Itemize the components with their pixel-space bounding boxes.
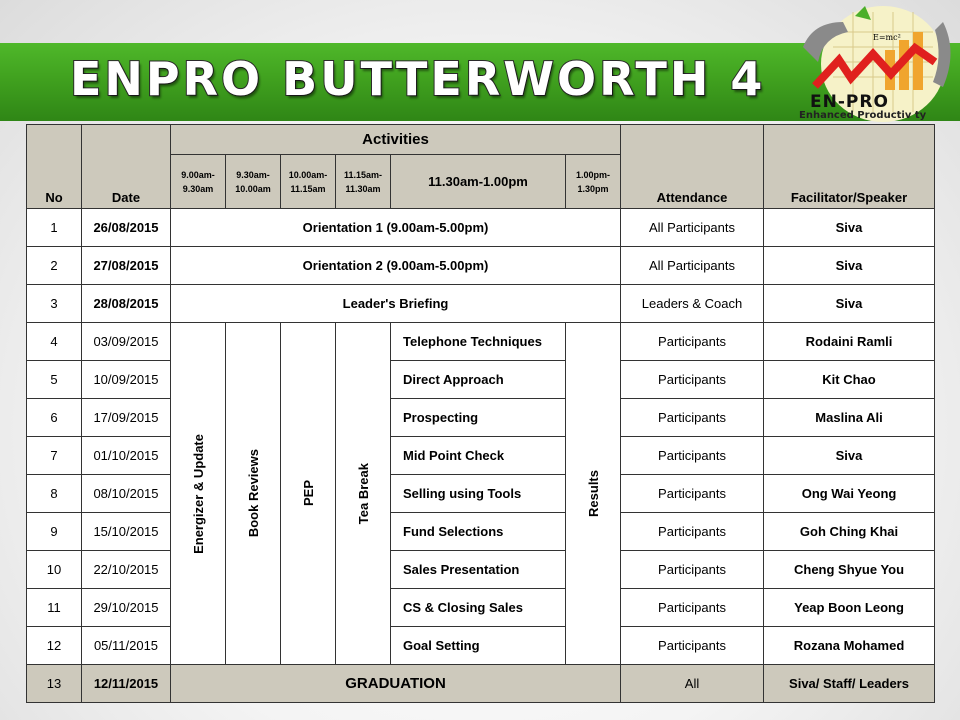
row-activity: Direct Approach — [391, 361, 566, 399]
row-facilitator: Siva — [764, 209, 935, 247]
row-no: 11 — [27, 589, 82, 627]
row-date: 08/10/2015 — [82, 475, 171, 513]
table-row — [27, 437, 935, 475]
time-slot-5: 11.30am-1.00pm — [391, 155, 566, 209]
row-facilitator: Yeap Boon Leong — [764, 589, 935, 627]
row-no: 7 — [27, 437, 82, 475]
row-no: 10 — [27, 551, 82, 589]
row-no: 12 — [27, 627, 82, 665]
row-activity: GRADUATION — [171, 665, 621, 703]
row-attendance: All Participants — [621, 209, 764, 247]
row-facilitator: Siva — [764, 285, 935, 323]
header-facilitator: Facilitator/Speaker — [764, 125, 935, 209]
row-activity: Sales Presentation — [391, 551, 566, 589]
header-no: No — [27, 125, 82, 209]
logo-formula: E=mc² — [873, 33, 901, 42]
table-row — [27, 247, 935, 285]
header-date: Date — [82, 125, 171, 209]
schedule-table — [26, 124, 935, 703]
table-row — [27, 361, 935, 399]
table-row — [27, 589, 935, 627]
row-attendance: All — [621, 665, 764, 703]
row-attendance: Leaders & Coach — [621, 285, 764, 323]
row-facilitator: Rodaini Ramli — [764, 323, 935, 361]
header-attendance: Attendance — [621, 125, 764, 209]
recurring-energizer: Energizer & Update — [190, 433, 206, 554]
row-activity: CS & Closing Sales — [391, 589, 566, 627]
row-attendance: Participants — [621, 437, 764, 475]
row-facilitator: Kit Chao — [764, 361, 935, 399]
row-activity: Telephone Techniques — [391, 323, 566, 361]
row-facilitator: Ong Wai Yeong — [764, 475, 935, 513]
row-no: 6 — [27, 399, 82, 437]
recurring-book-reviews: Book Reviews — [245, 449, 261, 538]
row-activity: Selling using Tools — [391, 475, 566, 513]
row-no: 4 — [27, 323, 82, 361]
recurring-results-cell — [566, 323, 621, 665]
row-activity: Fund Selections — [391, 513, 566, 551]
row-no: 8 — [27, 475, 82, 513]
row-attendance: Participants — [621, 399, 764, 437]
row-attendance: All Participants — [621, 247, 764, 285]
row-date: 05/11/2015 — [82, 627, 171, 665]
row-facilitator: Cheng Shyue You — [764, 551, 935, 589]
recurring-results: Results — [585, 470, 601, 517]
recurring-book-reviews-cell — [226, 323, 281, 665]
row-no: 9 — [27, 513, 82, 551]
row-date: 01/10/2015 — [82, 437, 171, 475]
row-no: 3 — [27, 285, 82, 323]
row-date: 12/11/2015 — [82, 665, 171, 703]
table-row — [27, 475, 935, 513]
row-date: 10/09/2015 — [82, 361, 171, 399]
row-no: 5 — [27, 361, 82, 399]
row-date: 29/10/2015 — [82, 589, 171, 627]
row-facilitator: Siva — [764, 437, 935, 475]
row-facilitator: Goh Ching Khai — [764, 513, 935, 551]
recurring-pep: PEP — [300, 480, 316, 507]
table-row — [27, 323, 935, 361]
table-row-graduation — [27, 665, 935, 703]
recurring-tea-break-cell — [336, 323, 391, 665]
row-date: 28/08/2015 — [82, 285, 171, 323]
row-attendance: Participants — [621, 323, 764, 361]
row-attendance: Participants — [621, 551, 764, 589]
row-activity: Orientation 1 (9.00am-5.00pm) — [171, 209, 621, 247]
time-slot-6: 1.00pm- 1.30pm — [566, 155, 621, 209]
row-activity: Goal Setting — [391, 627, 566, 665]
table-row — [27, 627, 935, 665]
recurring-pep-cell — [281, 323, 336, 665]
header-row — [27, 125, 935, 155]
table-row — [27, 209, 935, 247]
table-row — [27, 399, 935, 437]
row-no: 13 — [27, 665, 82, 703]
table-row — [27, 285, 935, 323]
row-activity: Prospecting — [391, 399, 566, 437]
recurring-energizer-cell — [171, 323, 226, 665]
header-activities: Activities — [171, 125, 621, 155]
row-facilitator: Siva/ Staff/ Leaders — [764, 665, 935, 703]
table-row — [27, 513, 935, 551]
row-date: 26/08/2015 — [82, 209, 171, 247]
row-attendance: Participants — [621, 361, 764, 399]
row-date: 15/10/2015 — [82, 513, 171, 551]
row-date: 03/09/2015 — [82, 323, 171, 361]
row-no: 2 — [27, 247, 82, 285]
row-activity: Leader's Briefing — [171, 285, 621, 323]
row-facilitator: Rozana Mohamed — [764, 627, 935, 665]
time-slot-3: 10.00am- 11.15am — [281, 155, 336, 209]
row-attendance: Participants — [621, 513, 764, 551]
recurring-tea-break: Tea Break — [355, 462, 371, 525]
table-row — [27, 551, 935, 589]
row-no: 1 — [27, 209, 82, 247]
row-attendance: Participants — [621, 627, 764, 665]
time-slot-2: 9.30am- 10.00am — [226, 155, 281, 209]
row-date: 27/08/2015 — [82, 247, 171, 285]
row-date: 22/10/2015 — [82, 551, 171, 589]
row-attendance: Participants — [621, 475, 764, 513]
row-facilitator: Maslina Ali — [764, 399, 935, 437]
row-activity: Mid Point Check — [391, 437, 566, 475]
time-slot-1: 9.00am- 9.30am — [171, 155, 226, 209]
logo-name: EN-PRO — [810, 92, 889, 112]
time-slot-4: 11.15am- 11.30am — [336, 155, 391, 209]
row-attendance: Participants — [621, 589, 764, 627]
row-activity: Orientation 2 (9.00am-5.00pm) — [171, 247, 621, 285]
page-title: ENPRO BUTTERWORTH 4 — [70, 52, 766, 106]
logo-tagline: Enhanced Productiv ty — [799, 110, 927, 121]
row-facilitator: Siva — [764, 247, 935, 285]
row-date: 17/09/2015 — [82, 399, 171, 437]
